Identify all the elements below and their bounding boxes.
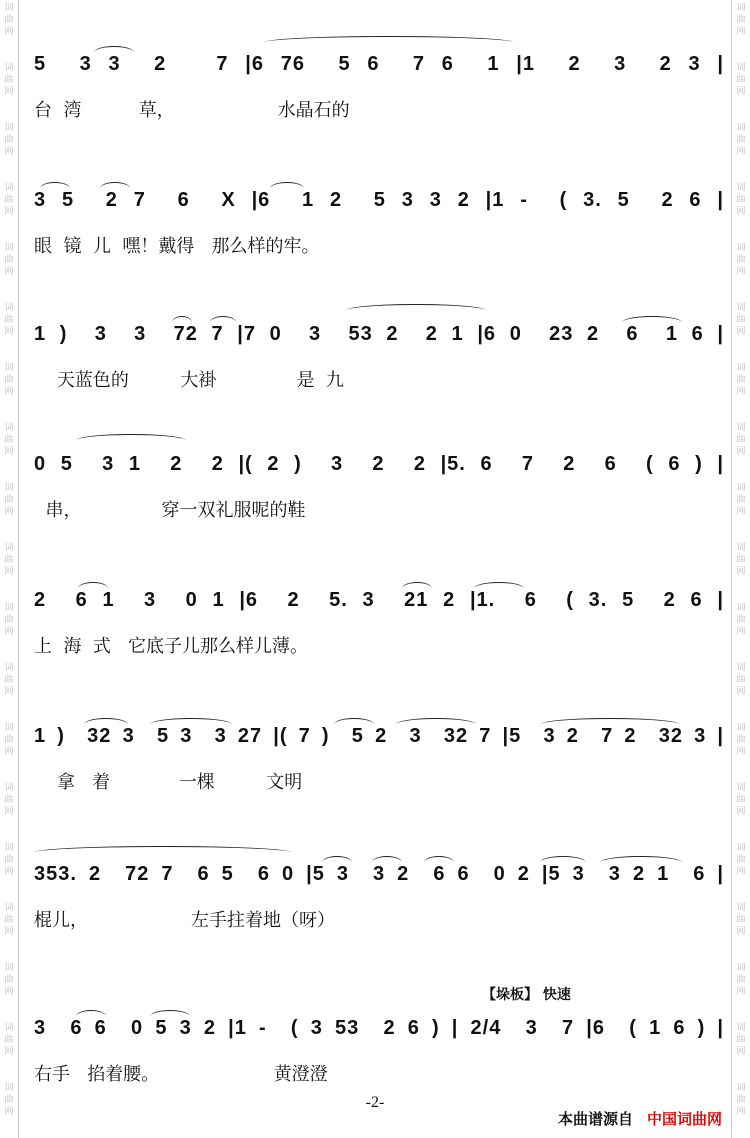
watermark-text: 词 曲 网	[736, 483, 746, 517]
lyrics-line: 天蓝色的 大褂 是 九	[34, 370, 344, 391]
watermark-text: 词 曲 网	[736, 423, 746, 457]
watermark-text: 词 曲 网	[4, 183, 14, 217]
watermark-text: 词 曲 网	[4, 243, 14, 277]
watermark-text: 词 曲 网	[736, 363, 746, 397]
tempo-mark: 【垛板】 快速	[482, 987, 571, 1003]
notation-line: 5 3 3 2 7 |6 76 5 6 7 6 1 |1 2 3 2 3 |	[34, 53, 724, 75]
lyrics-line: 眼 镜 儿 嘿！戴得 那么样的牢。	[34, 236, 320, 257]
watermark-text: 词 曲 网	[736, 1023, 746, 1057]
watermark-text: 词 曲 网	[4, 363, 14, 397]
source-note: 本曲谱源自	[557, 1110, 633, 1128]
watermark-text: 词 曲 网	[736, 63, 746, 97]
watermark-text: 词 曲 网	[736, 603, 746, 637]
lyrics-line: 棍儿， 左手拄着地（呀）	[34, 910, 335, 931]
watermark-text: 词 曲 网	[4, 663, 14, 697]
watermark-text: 词 曲 网	[4, 483, 14, 517]
watermark-text: 词 曲 网	[4, 3, 14, 37]
watermark-text: 词 曲 网	[736, 963, 746, 997]
right-watermark-strip	[731, 0, 750, 1138]
left-watermark-strip	[0, 0, 19, 1138]
watermark-text: 词 曲 网	[736, 183, 746, 217]
lyrics-line: 台 湾 草， 水晶石的	[34, 100, 350, 121]
watermark-text: 词 曲 网	[4, 543, 14, 577]
watermark-text: 词 曲 网	[4, 963, 14, 997]
lyrics-line: 右手 掐着腰。 黄澄澄	[34, 1064, 328, 1085]
watermark-text: 词 曲 网	[736, 1083, 746, 1117]
lyrics-line: 串， 穿一双礼服呢的鞋	[34, 500, 306, 521]
notation-line: 1 ) 3 3 72 7 |7 0 3 53 2 2 1 |6 0 23 2 6 1 6 |	[34, 323, 724, 345]
watermark-text: 词 曲 网	[4, 1023, 14, 1057]
notation-line: 1 ) 32 3 5 3 3 27 |( 7 ) 5 2 3 32 7 |5 3 2 7 2 32 3 |	[34, 725, 724, 747]
notation-line: 0 5 3 1 2 2 |( 2 ) 3 2 2 |5. 6 7 2 6 ( 6 ) |	[34, 453, 724, 475]
watermark-text: 词 曲 网	[736, 123, 746, 157]
watermark-text: 词 曲 网	[736, 243, 746, 277]
watermark-text: 词 曲 网	[4, 123, 14, 157]
notation-line: 3 5 2 7 6 X |6 1 2 5 3 3 2 |1 - ( 3. 5 2 6 |	[34, 189, 724, 211]
watermark-text: 词 曲 网	[4, 783, 14, 817]
watermark-text: 词 曲 网	[736, 783, 746, 817]
watermark-text: 词 曲 网	[736, 543, 746, 577]
watermark-text: 词 曲 网	[736, 903, 746, 937]
lyrics-line: 拿 着 一棵 文明	[34, 772, 303, 793]
watermark-text: 词 曲 网	[736, 303, 746, 337]
watermark-text: 词 曲 网	[736, 843, 746, 877]
lyrics-line: 上 海 式 它底子儿那么样儿薄。	[34, 636, 309, 657]
site-name[interactable]: 中国词曲网	[646, 1110, 722, 1128]
watermark-text: 词 曲 网	[736, 3, 746, 37]
watermark-text: 词 曲 网	[736, 663, 746, 697]
notation-line: 2 6 1 3 0 1 |6 2 5. 3 21 2 |1. 6 ( 3. 5 2 6 |	[34, 589, 724, 611]
watermark-text: 词 曲 网	[4, 603, 14, 637]
watermark-text: 词 曲 网	[4, 423, 14, 457]
notation-line: 353. 2 72 7 6 5 6 0 |5 3 3 2 6 6 0 2 |5 3 3 2 1 6 |	[34, 863, 724, 885]
watermark-text: 词 曲 网	[4, 303, 14, 337]
watermark-text: 词 曲 网	[4, 1083, 14, 1117]
watermark-text: 词 曲 网	[4, 843, 14, 877]
watermark-text: 词 曲 网	[736, 723, 746, 757]
watermark-text: 词 曲 网	[4, 723, 14, 757]
page-number: -2-	[365, 1094, 385, 1111]
watermark-text: 词 曲 网	[4, 63, 14, 97]
watermark-text: 词 曲 网	[4, 903, 14, 937]
notation-line: 3 6 6 0 5 3 2 |1 - ( 3 53 2 6 ) | 2/4 3 7 |6 ( 1 6 ) |	[34, 1017, 724, 1039]
source-credit	[548, 1090, 722, 1129]
